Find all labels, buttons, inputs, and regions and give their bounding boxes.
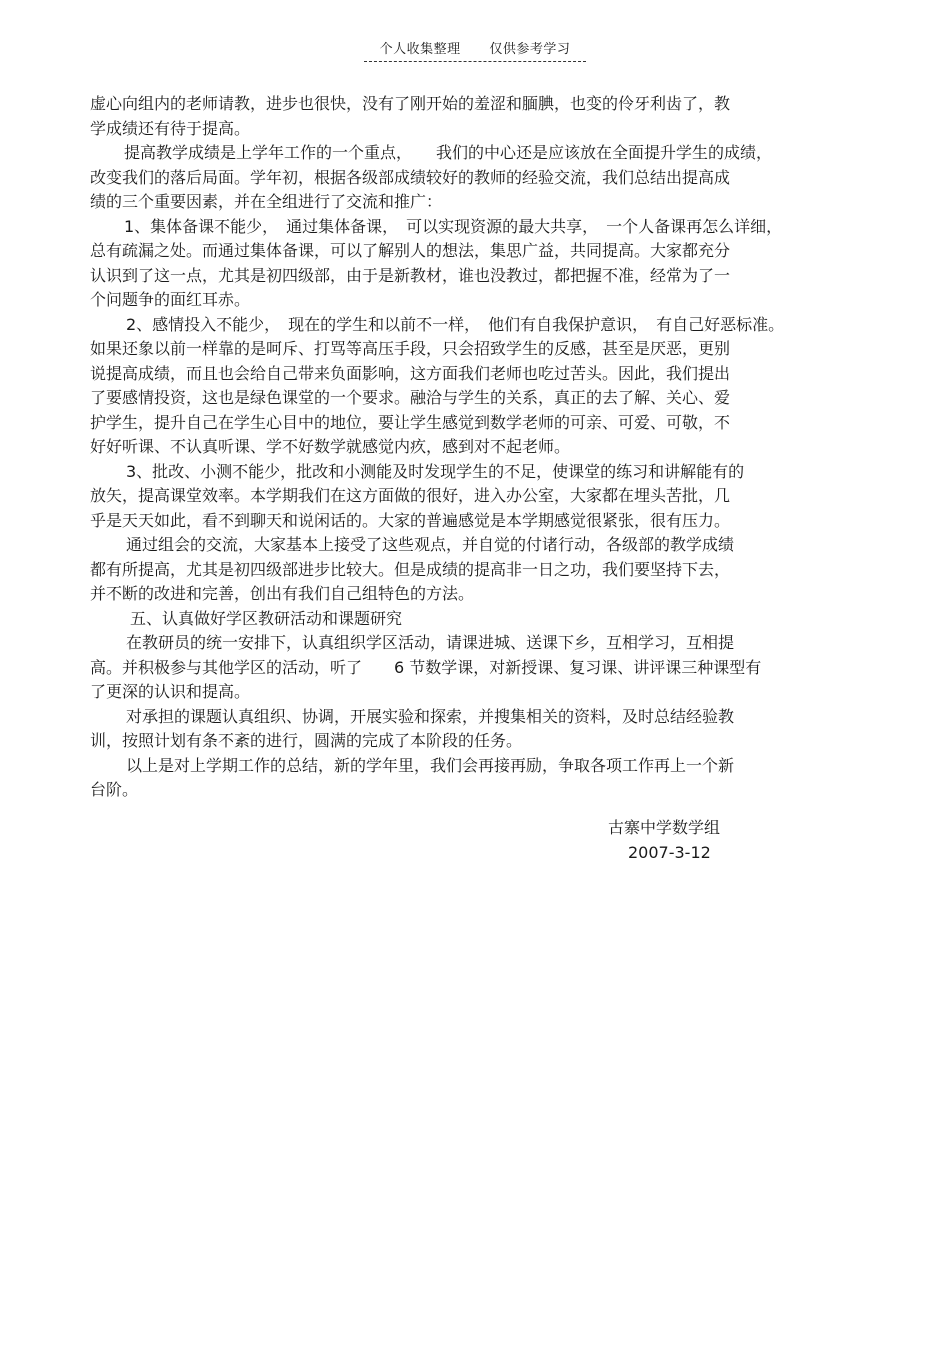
paragraph-line: 1、集体备课不能少， 通过集体备课， 可以实现资源的最大共享， 一个人备课再怎么详细， bbox=[124, 216, 783, 236]
paragraph-line: 学成绩还有待于提高。 bbox=[90, 118, 251, 138]
paragraph-line: 绩的三个重要因素，并在全组进行了交流和推广： bbox=[90, 192, 443, 211]
paragraph-line: 放矢，提高课堂效率。本学期我们在这方面做的很好，进入办公室，大家都在埋头苦批，几 bbox=[90, 486, 731, 505]
header-right-text: 仅供参考学习 bbox=[489, 42, 571, 57]
signature-date: 2007-3-12 bbox=[628, 843, 711, 862]
paragraph-line: 2、感情投入不能少， 现在的学生和以前不一样， 他们有自我保护意识， 有自己好恶标准。 bbox=[126, 314, 785, 334]
paragraph-line: 通过组会的交流，大家基本上接受了这些观点，并自觉的付诸行动，各级部的教学成绩 bbox=[126, 535, 735, 554]
header-watermark-text bbox=[364, 38, 587, 62]
paragraph-line: 说提高成绩，而且也会给自己带来负面影响，这方面我们老师也吃过苦头。因此，我们提出 bbox=[90, 363, 731, 383]
paragraph-line: 高。并积极参与其他学区的活动，听了 6 节数学课，对新授课、复习课、讲评课三种课型有 bbox=[90, 657, 762, 677]
paragraph-line: 乎是天天如此，看不到聊天和说闲话的。大家的普遍感觉是本学期感觉很紧张，很有压力。 bbox=[90, 510, 731, 530]
paragraph-line: 提高教学成绩是上学年工作的一个重点， 我们的中心还是应该放在全面提升学生的成绩， bbox=[124, 143, 773, 162]
paragraph-line: 虚心向组内的老师请教，进步也很快，没有了刚开始的羞涩和腼腆，也变的伶牙利齿了，教 bbox=[90, 94, 731, 113]
paragraph-line: 台阶。 bbox=[90, 780, 139, 799]
signature-org: 古寨中学数学组 bbox=[608, 818, 721, 837]
paragraph-line: 好好听课、不认真听课、学不好数学就感觉内疚，感到对不起老师。 bbox=[90, 437, 571, 456]
paragraph-line: 了更深的认识和提高。 bbox=[90, 682, 251, 701]
paragraph-line: 五、认真做好学区教研活动和课题研究 bbox=[130, 608, 403, 628]
paragraph-line: 如果还象以前一样靠的是呵斥、打骂等高压手段，只会招致学生的反感，甚至是厌恶，更别 bbox=[90, 339, 731, 358]
paragraph-line: 总有疏漏之处。而通过集体备课，可以了解别人的想法，集思广益，共同提高。大家都充分 bbox=[90, 241, 731, 260]
document-body bbox=[90, 92, 860, 803]
paragraph-line: 训，按照计划有条不紊的进行，圆满的完成了本阶段的任务。 bbox=[90, 731, 523, 750]
paragraph-line: 了要感情投资，这也是绿色课堂的一个要求。融洽与学生的关系，真正的去了解、关心、爱 bbox=[90, 388, 731, 407]
paragraph-line: 3、批改、小测不能少，批改和小测能及时发现学生的不足，使课堂的练习和讲解能有的 bbox=[126, 461, 745, 481]
paragraph-line: 改变我们的落后局面。学年初，根据各级部成绩较好的教师的经验交流，我们总结出提高成 bbox=[90, 167, 731, 187]
paragraph-line: 护学生，提升自己在学生心目中的地位，要让学生感觉到数学老师的可亲、可爱、可敬，不 bbox=[90, 412, 731, 432]
paragraph-line: 都有所提高，尤其是初四级部进步比较大。但是成绩的提高非一日之功，我们要坚持下去， bbox=[90, 559, 731, 579]
signature-block bbox=[608, 815, 720, 865]
paragraph-line: 以上是对上学期工作的总结，新的学年里，我们会再接再励，争取各项工作再上一个新 bbox=[126, 755, 735, 775]
header-left-text: 个人收集整理 bbox=[379, 42, 461, 57]
paragraph-line: 对承担的课题认真组织、协调，开展实验和探索，并搜集相关的资料，及时总结经验教 bbox=[126, 706, 735, 726]
paragraph-line: 在教研员的统一安排下，认真组织学区活动，请课进城、送课下乡，互相学习，互相提 bbox=[126, 633, 735, 652]
paragraph-line: 认识到了这一点，尤其是初四级部，由于是新教材，谁也没教过，都把握不准，经常为了一 bbox=[90, 265, 731, 285]
paragraph-line: 个问题争的面红耳赤。 bbox=[90, 290, 251, 309]
page-header bbox=[0, 38, 950, 62]
paragraph-line: 并不断的改进和完善，创出有我们自己组特色的方法。 bbox=[90, 584, 475, 603]
